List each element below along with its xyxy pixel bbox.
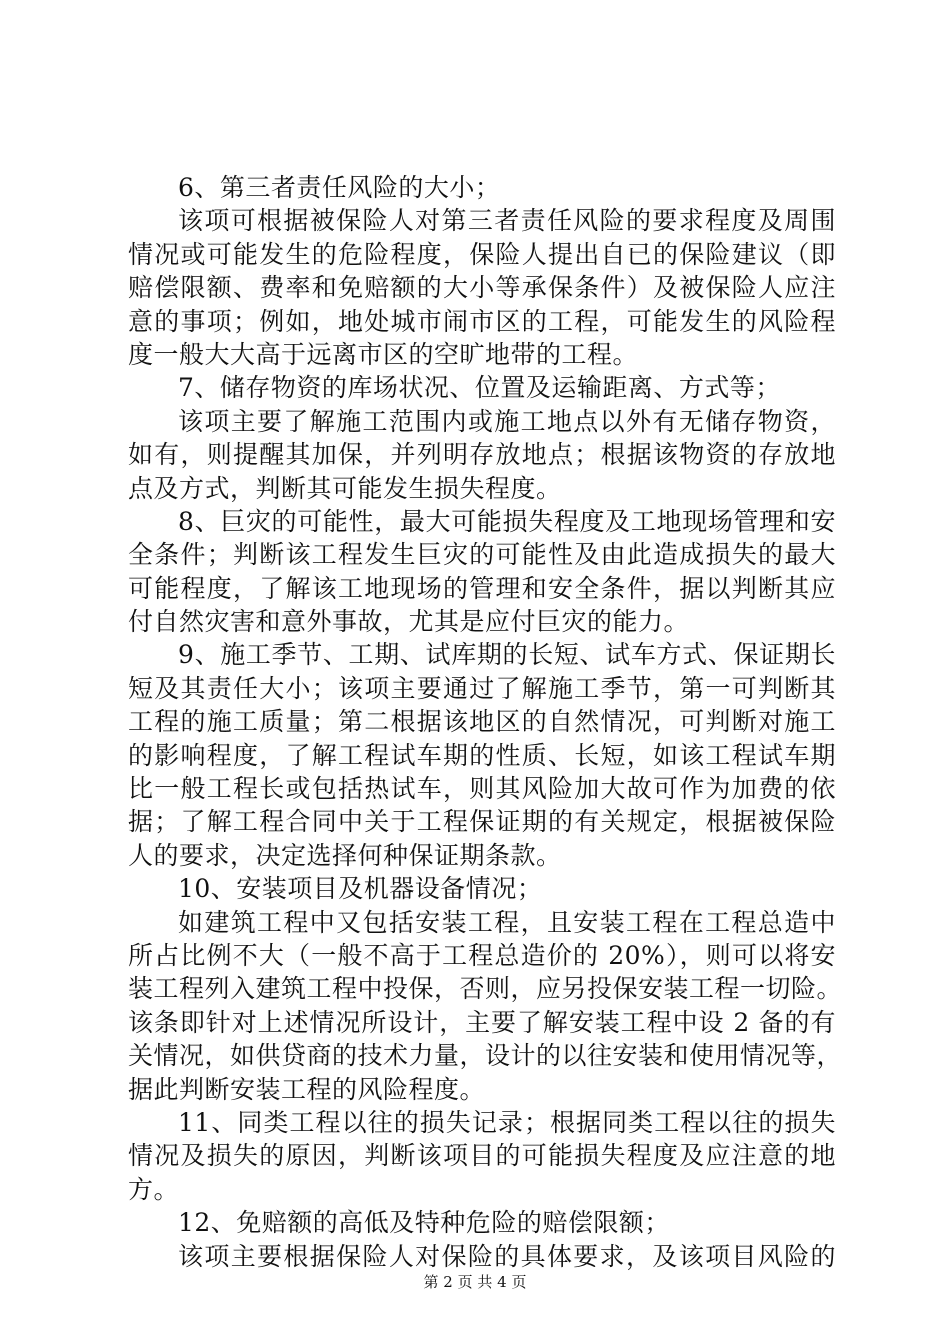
text-line: 该项可根据被保险人对第三者责任风险的要求程度及周围: [178, 206, 836, 236]
text-line: 8、巨灾的可能性，最大可能损失程度及工地现场管理和安: [178, 506, 836, 536]
text-line: 关情况，如供贷商的技术力量，设计的以往安装和使用情况等，: [128, 1041, 843, 1071]
text-line: 意的事项；例如，地处城市闹市区的工程，可能发生的风险程: [128, 306, 836, 336]
text-line: 10、安装项目及机器设备情况；: [178, 874, 543, 904]
text-line: 所占比例不大（一般不高于工程总造价的 20%），则可以将安: [128, 940, 836, 970]
page-number-label: 第 2 页 共 4 页: [423, 1273, 527, 1291]
text-line: 可能程度，了解该工地现场的管理和安全条件，据以判断其应: [128, 573, 836, 603]
text-line: 装工程列入建筑工程中投保，否则，应另投保安装工程一切险。: [128, 974, 843, 1004]
text-line: 如有，则提醒其加保，并列明存放地点；根据该物资的存放地: [128, 440, 836, 470]
text-line: 付自然灾害和意外事故，尤其是应付巨灾的能力。: [128, 607, 690, 637]
text-line: 12、免赔额的高低及特种危险的赔偿限额；: [178, 1208, 670, 1238]
text-line: 6、第三者责任风险的大小；: [178, 173, 501, 202]
text-line: 方。: [128, 1174, 180, 1204]
text-line: 据此判断安装工程的风险程度。: [128, 1074, 486, 1104]
text-line: 比一般工程长或包括热试车，则其风险加大故可作为加费的依: [128, 774, 836, 804]
document-body: [128, 171, 843, 1273]
text-line: 情况及损失的原因，判断该项目的可能损失程度及应注意的地: [128, 1141, 836, 1171]
text-line: 该项主要了解施工范围内或施工地点以外有无储存物资，: [178, 406, 836, 436]
page-footer: [0, 1272, 950, 1292]
text-line: 7、储存物资的库场状况、位置及运输距离、方式等；: [178, 373, 781, 403]
text-line: 9、施工季节、工期、试库期的长短、试车方式、保证期长: [178, 640, 836, 670]
text-line: 赔偿限额、费率和免赔额的大小等承保条件）及被保险人应注: [128, 273, 836, 303]
text-line: 情况或可能发生的危险程度，保险人提出自已的保险建议（即: [128, 239, 836, 269]
text-line: 如建筑工程中又包括安装工程，且安装工程在工程总造中: [178, 907, 836, 937]
text-line: 该条即针对上述情况所设计，主要了解安装工程中设 2 备的有: [128, 1007, 836, 1037]
text-line: 11、同类工程以往的损失记录；根据同类工程以往的损失: [178, 1107, 836, 1137]
text-line: 全条件；判断该工程发生巨灾的可能性及由此造成损失的最大: [128, 540, 836, 570]
text-line: 人的要求，决定选择何种保证期条款。: [128, 840, 562, 870]
text-line: 工程的施工质量；第二根据该地区的自然情况，可判断对施工: [128, 707, 836, 737]
text-line: 的影响程度，了解工程试车期的性质、长短，如该工程试车期: [128, 740, 836, 770]
text-line: 度一般大大高于远离市区的空旷地带的工程。: [128, 339, 639, 369]
text-line: 点及方式，判断其可能发生损失程度。: [128, 473, 562, 503]
text-line: 短及其责任大小；该项主要通过了解施工季节，第一可判断其: [128, 673, 836, 703]
text-line: 据；了解工程合同中关于工程保证期的有关规定，根据被保险: [128, 807, 836, 837]
text-line: 该项主要根据保险人对保险的具体要求，及该项目风险的: [178, 1241, 836, 1271]
